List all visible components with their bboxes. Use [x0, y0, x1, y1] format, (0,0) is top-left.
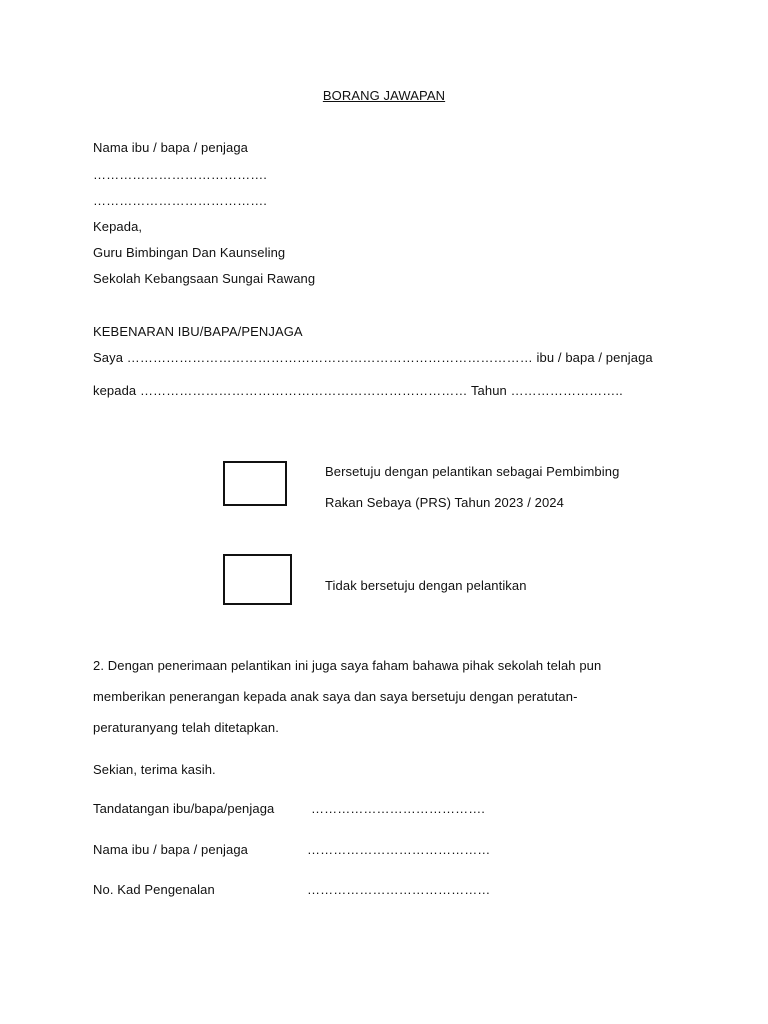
- address-line-1: ………………………………….: [93, 167, 268, 182]
- paragraph-line-1: 2. Dengan penerimaan pelantikan ini juga saya faham bahawa pihak sekolah telah pun: [93, 658, 602, 673]
- signature-label: Tandatangan ibu/bapa/penjaga: [93, 801, 275, 816]
- agree-label-line-2: Rakan Sebaya (PRS) Tahun 2023 / 2024: [325, 495, 564, 510]
- name-field[interactable]: ……………………………………: [307, 842, 491, 857]
- recipient-line-2: Sekolah Kebangsaan Sungai Rawang: [93, 271, 316, 286]
- recipient-line-1: Guru Bimbingan Dan Kaunseling: [93, 245, 286, 260]
- address-line-2: ………………………………….: [93, 193, 268, 208]
- signature-field[interactable]: ………………………………….: [311, 801, 486, 816]
- name-label: Nama ibu / bapa / penjaga: [93, 842, 248, 857]
- paragraph-line-2: memberikan penerangan kepada anak saya dan saya bersetuju dengan peratutan-: [93, 689, 578, 704]
- agree-checkbox[interactable]: [223, 461, 287, 506]
- disagree-label: Tidak bersetuju dengan pelantikan: [325, 578, 527, 593]
- paragraph-line-3: peraturanyang telah ditetapkan.: [93, 720, 279, 735]
- consent-line-2: kepada ………………………………………………………………… Tahun ……………………..: [93, 383, 623, 398]
- parent-label: Nama ibu / bapa / penjaga: [93, 140, 248, 155]
- closing-text: Sekian, terima kasih.: [93, 762, 216, 777]
- ic-field[interactable]: ……………………………………: [307, 882, 491, 897]
- ic-label: No. Kad Pengenalan: [93, 882, 215, 897]
- to-label: Kepada,: [93, 219, 143, 234]
- disagree-checkbox[interactable]: [223, 554, 292, 605]
- page-title: BORANG JAWAPAN: [322, 88, 446, 103]
- consent-heading: KEBENARAN IBU/BAPA/PENJAGA: [93, 324, 303, 339]
- agree-label-line-1: Bersetuju dengan pelantikan sebagai Pembimbing: [325, 464, 620, 479]
- consent-line-1: Saya ………………………………………………………………………………… ibu / bapa / penjaga: [93, 350, 653, 365]
